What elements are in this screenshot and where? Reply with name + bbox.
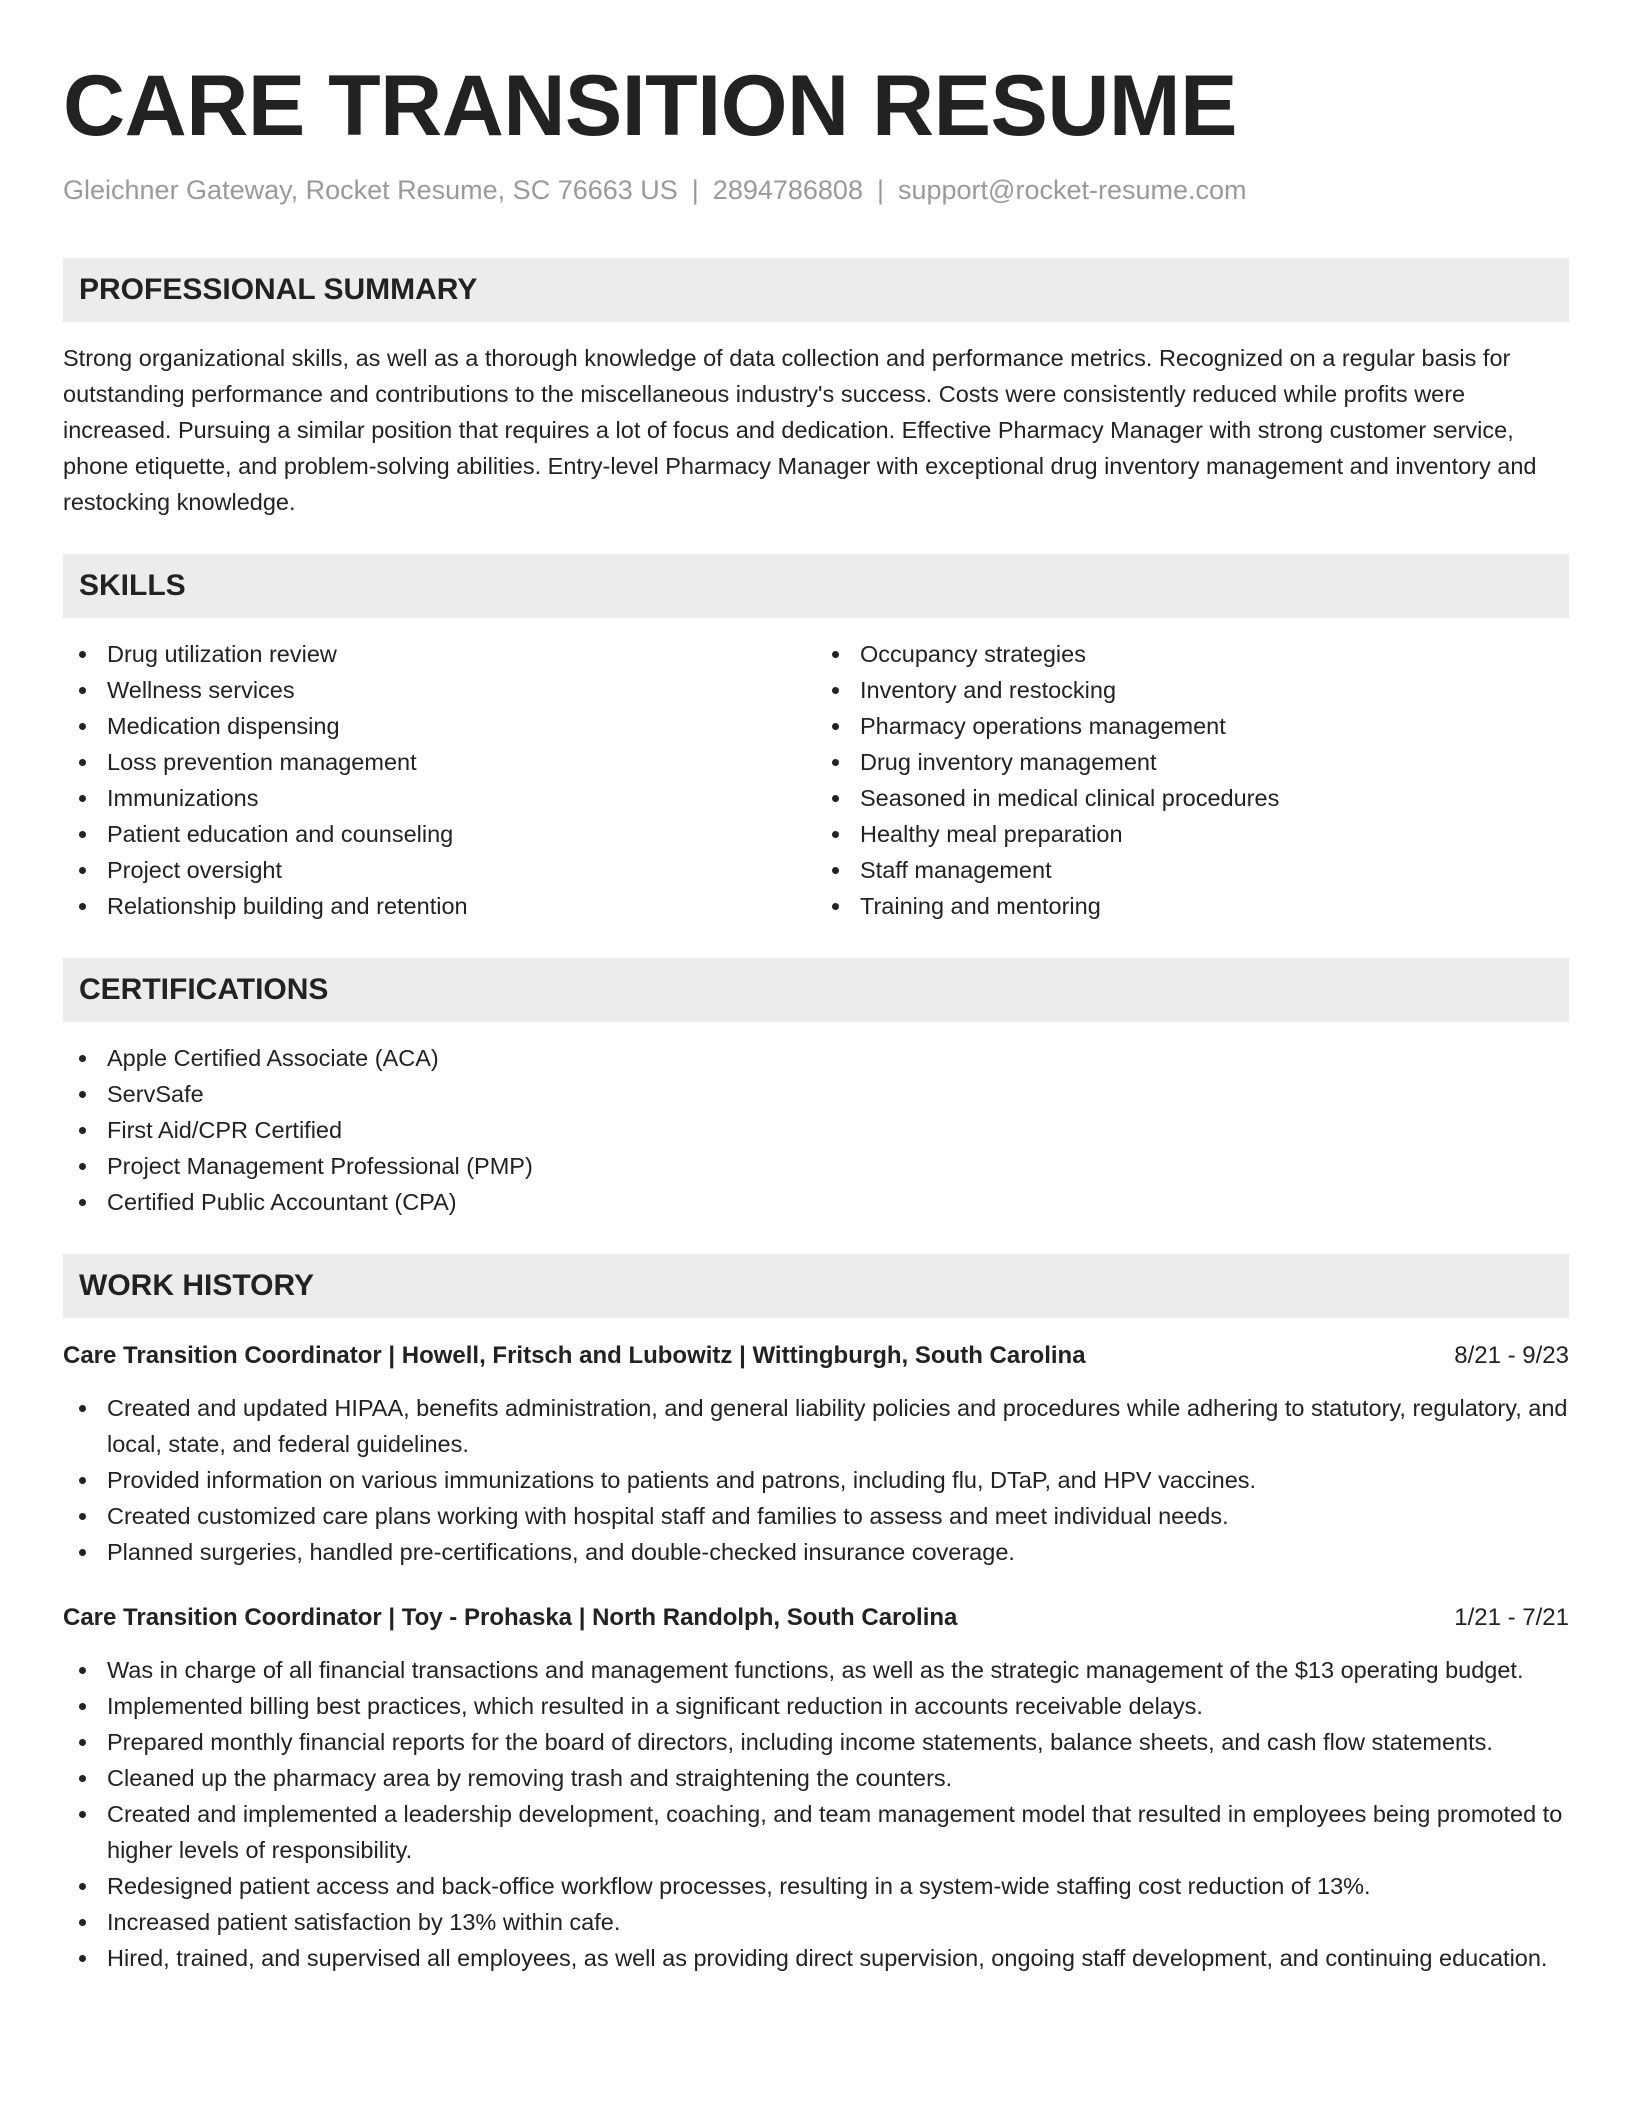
job-bullet: Created and updated HIPAA, benefits administration, and general liability policies and procedures while adhering to statutory, regulatory, and local, state, and federal guidelines.	[63, 1390, 1569, 1462]
resume-title: CARE TRANSITION RESUME	[63, 58, 1237, 154]
skills-list-left	[63, 636, 816, 924]
certification-item: First Aid/CPR Certified	[63, 1112, 1569, 1148]
job-bullet: Redesigned patient access and back-office workflow processes, resulting in a system-wide staffing cost reduction of 13%.	[63, 1868, 1569, 1904]
job-dates: 1/21 - 7/21	[1454, 1604, 1569, 1631]
skill-item: Pharmacy operations management	[816, 708, 1569, 744]
skill-item: Loss prevention management	[63, 744, 816, 780]
skill-item: Project oversight	[63, 852, 816, 888]
job-bullet: Created customized care plans working with hospital staff and families to assess and meet individual needs.	[63, 1498, 1569, 1534]
job-entry	[63, 1600, 1569, 1976]
job-bullet: Planned surgeries, handled pre-certifications, and double-checked insurance coverage.	[63, 1534, 1569, 1570]
job-title: Care Transition Coordinator | Toy - Prohaska | North Randolph, South Carolina	[63, 1604, 958, 1631]
job-header	[63, 1600, 1569, 1636]
job-bullet: Provided information on various immunizations to patients and patrons, including flu, DTaP, and HPV vaccines.	[63, 1462, 1569, 1498]
skill-item: Patient education and counseling	[63, 816, 816, 852]
job-header	[63, 1338, 1569, 1374]
contact-line	[63, 172, 1569, 208]
job-bullet: Was in charge of all financial transactions and management functions, as well as the strategic management of the $13 operating budget.	[63, 1652, 1569, 1688]
certifications-list	[63, 1040, 1569, 1220]
skill-item: Healthy meal preparation	[816, 816, 1569, 852]
job-dates: 8/21 - 9/23	[1454, 1342, 1569, 1369]
contact-address: Gleichner Gateway, Rocket Resume, SC 76663 US	[63, 175, 678, 205]
skill-item: Training and mentoring	[816, 888, 1569, 924]
job-bullet: Created and implemented a leadership development, coaching, and team management model that resulted in employees being promoted to higher levels of responsibility.	[63, 1796, 1569, 1868]
contact-separator: |	[876, 175, 884, 205]
job-bullets	[63, 1652, 1569, 1976]
skill-item: Drug inventory management	[816, 744, 1569, 780]
section-heading-skills: SKILLS	[63, 554, 1569, 618]
skills-grid	[63, 636, 1569, 924]
job-bullets	[63, 1390, 1569, 1570]
skill-item: Staff management	[816, 852, 1569, 888]
certification-item: Apple Certified Associate (ACA)	[63, 1040, 1569, 1076]
summary-text: Strong organizational skills, as well as a thorough knowledge of data collection and performance metrics. Recognized on a regular basis for outstanding performance and contributions to the miscellaneous industry's success. Costs were consistently reduced while profits were increased. Pursuing a similar position that requires a lot of focus and dedication. Effective Pharmacy Manager with strong customer service, phone etiquette, and problem-solving abilities. Entry-level Pharmacy Manager with exceptional drug inventory management and inventory and restocking knowledge.	[63, 345, 1537, 515]
skill-item: Relationship building and retention	[63, 888, 816, 924]
contact-phone: 2894786808	[712, 175, 863, 205]
skill-item: Wellness services	[63, 672, 816, 708]
skill-item: Drug utilization review	[63, 636, 816, 672]
skill-item: Medication dispensing	[63, 708, 816, 744]
job-bullet: Cleaned up the pharmacy area by removing trash and straightening the counters.	[63, 1760, 1569, 1796]
contact-email[interactable]: support@rocket-resume.com	[897, 175, 1247, 205]
job-bullet: Hired, trained, and supervised all employees, as well as providing direct supervision, ongoing staff development, and continuing education.	[63, 1940, 1569, 1976]
job-entry	[63, 1338, 1569, 1570]
section-heading-summary: PROFESSIONAL SUMMARY	[63, 258, 1569, 322]
certification-item: Certified Public Accountant (CPA)	[63, 1184, 1569, 1220]
skill-item: Seasoned in medical clinical procedures	[816, 780, 1569, 816]
certification-item: Project Management Professional (PMP)	[63, 1148, 1569, 1184]
job-bullet: Implemented billing best practices, which resulted in a significant reduction in accounts receivable delays.	[63, 1688, 1569, 1724]
certification-item: ServSafe	[63, 1076, 1569, 1112]
skill-item: Inventory and restocking	[816, 672, 1569, 708]
contact-separator: |	[691, 175, 699, 205]
skills-list-right	[816, 636, 1569, 924]
skill-item: Immunizations	[63, 780, 816, 816]
job-title: Care Transition Coordinator | Howell, Fritsch and Lubowitz | Wittingburgh, South Carolina	[63, 1342, 1086, 1369]
section-heading-work-history: WORK HISTORY	[63, 1254, 1569, 1318]
section-heading-certifications: CERTIFICATIONS	[63, 958, 1569, 1022]
job-bullet: Increased patient satisfaction by 13% within cafe.	[63, 1904, 1569, 1940]
skill-item: Occupancy strategies	[816, 636, 1569, 672]
job-bullet: Prepared monthly financial reports for the board of directors, including income statements, balance sheets, and cash flow statements.	[63, 1724, 1569, 1760]
